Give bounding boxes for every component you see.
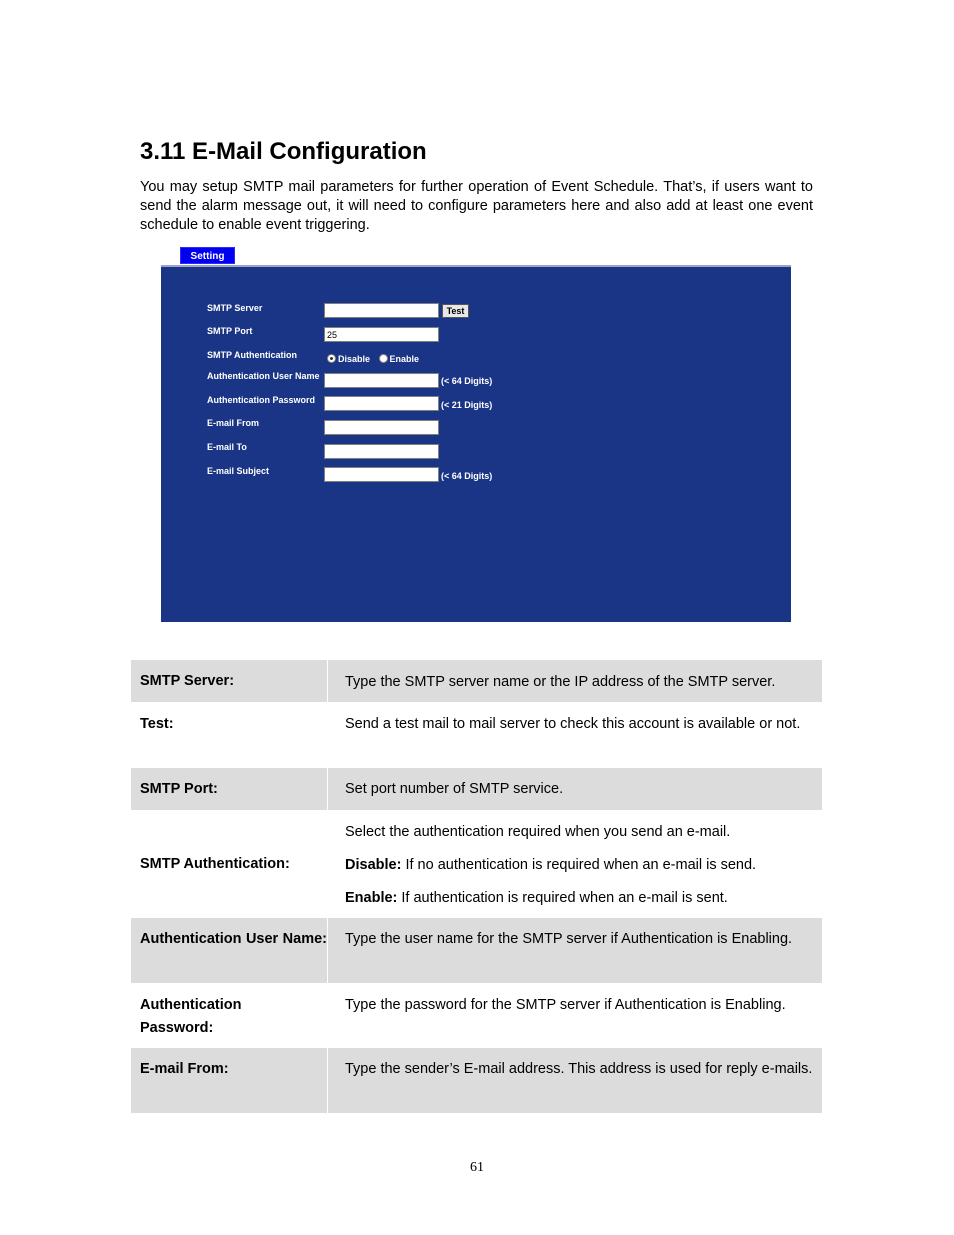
label-mail-subject: E-mail Subject <box>207 466 270 476</box>
mail-subject-input[interactable] <box>324 467 439 482</box>
hint-mail-subject: (< 64 Digits) <box>441 471 493 481</box>
def-smtp-auth-enable <box>345 887 813 910</box>
def-mail-from: Type the sender’s E-mail address. This address is used for reply e-mails. <box>345 1061 813 1077</box>
radio-enable-label: Enable <box>389 353 420 364</box>
smtp-auth-radio-group <box>327 353 425 364</box>
def-auth-pass: Type the password for the SMTP server if Authentication is Enabling. <box>345 997 786 1013</box>
label-smtp-server: SMTP Server <box>207 303 263 313</box>
mail-to-input[interactable] <box>324 444 439 459</box>
auth-user-input[interactable] <box>324 373 439 388</box>
term-smtp-port: SMTP Port: <box>131 768 328 810</box>
smtp-server-input[interactable] <box>324 303 439 318</box>
term-auth-user: Authentication User Name: <box>131 918 328 983</box>
mail-from-input[interactable] <box>324 420 439 435</box>
auth-pass-input[interactable] <box>324 396 439 411</box>
enable-label: Enable: <box>345 890 398 906</box>
label-mail-to: E-mail To <box>207 442 247 452</box>
label-smtp-auth: SMTP Authentication <box>207 350 297 360</box>
intro-paragraph: You may setup SMTP mail parameters for further operation of Event Schedule. That’s, if users want to send the alarm message out, it will need to configure parameters here and also add at least one event schedule to enable event triggering. <box>140 179 813 233</box>
radio-enable[interactable] <box>379 354 388 363</box>
def-smtp-auth <box>328 810 822 918</box>
term-test: Test: <box>140 716 174 732</box>
disable-label: Disable: <box>345 857 402 873</box>
table-row <box>131 702 822 768</box>
smtp-port-input[interactable]: 25 <box>324 327 439 342</box>
radio-disable-label: Disable <box>338 353 371 364</box>
hint-auth-user: (< 64 Digits) <box>441 376 493 386</box>
term-auth-pass: Authentication Password: <box>140 997 242 1036</box>
disable-text: If no authentication is required when an e-mail is send. <box>401 857 757 873</box>
table-row <box>131 1048 822 1113</box>
term-smtp-auth: SMTP Authentication: <box>140 855 290 872</box>
hint-auth-pass: (< 21 Digits) <box>441 400 493 410</box>
description-table <box>131 660 822 1113</box>
email-config-panel <box>161 265 791 622</box>
test-button[interactable]: Test <box>442 304 469 318</box>
def-auth-user: Type the user name for the SMTP server if Authentication is Enabling. <box>345 931 793 947</box>
def-smtp-auth-disable <box>345 854 813 877</box>
def-test: Send a test mail to mail server to check this account is available or not. <box>345 716 801 732</box>
section-heading: 3.11 E-Mail Configuration <box>140 138 427 165</box>
table-row <box>131 918 822 983</box>
term-smtp-server: SMTP Server: <box>131 660 328 702</box>
label-auth-user: Authentication User Name <box>207 371 320 381</box>
page-number: 61 <box>470 1160 484 1175</box>
table-row <box>131 768 822 810</box>
enable-text: If authentication is required when an e-mail is sent. <box>397 890 728 906</box>
radio-disable[interactable] <box>327 354 336 363</box>
def-smtp-port: Set port number of SMTP service. <box>345 781 564 797</box>
table-row <box>131 810 822 918</box>
term-mail-from: E-mail From: <box>131 1048 328 1113</box>
label-auth-pass: Authentication Password <box>207 395 316 405</box>
table-row <box>131 660 822 702</box>
tab-setting[interactable]: Setting <box>180 247 235 264</box>
def-smtp-server: Type the SMTP server name or the IP address of the SMTP server. <box>345 674 776 690</box>
table-row <box>131 983 822 1048</box>
label-smtp-port: SMTP Port <box>207 326 253 336</box>
def-smtp-auth-line1: Select the authentication required when you send an e-mail. <box>345 824 731 840</box>
label-mail-from: E-mail From <box>207 418 260 428</box>
